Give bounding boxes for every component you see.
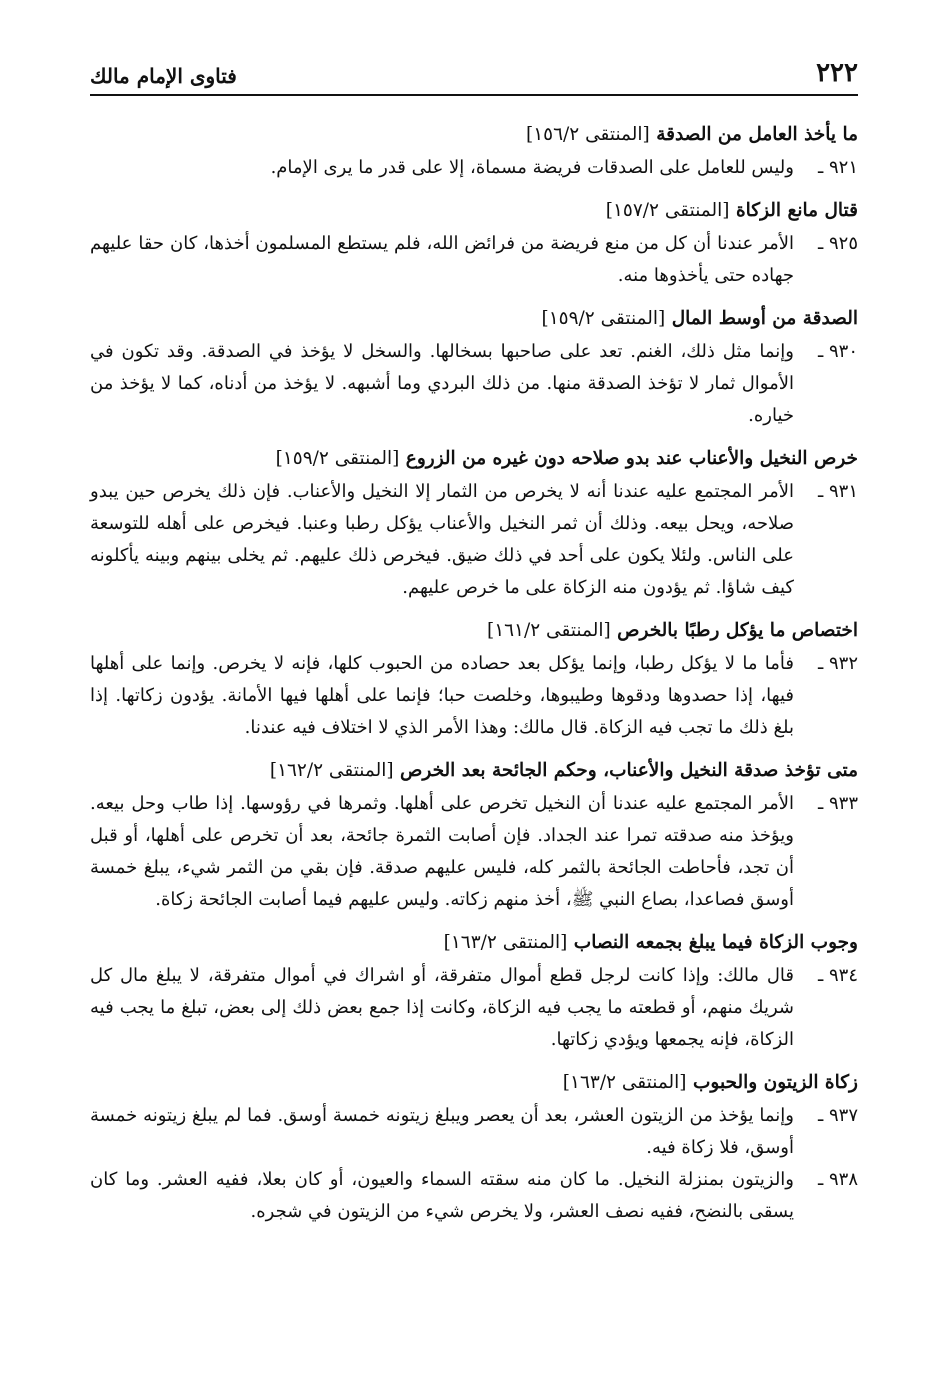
entry-text: الأمر عندنا أن كل من منع فريضة من فرائض الله، فلم يستطع المسلمون أخذها، كان حقا عليهم جهاده حتى يأخذوها منه. xyxy=(90,233,794,286)
entry-text: والزيتون بمنزلة النخيل. ما كان منه سقته السماء والعيون، أو كان بعلا، ففيه العشر. وما كان يسقى بالنضح، ففيه نصف العشر، ولا يخرص شيء من الزيتون في شجره. xyxy=(90,1169,794,1222)
page-number: ٢٢٢ xyxy=(816,58,858,88)
page-header xyxy=(90,48,858,96)
section-entries xyxy=(90,476,858,604)
numbered-entry xyxy=(90,476,858,604)
section-source-reference: [المنتقى ١٦٣/٢] xyxy=(443,932,568,953)
entry-text: قال مالك: وإذا كانت لرجل قطع أموال متفرقة، أو اشراك في أموال متفرقة، لا يبلغ مال كل شريك منهم، أو قطعته ما يجب فيه الزكاة، وكانت إذا جمع بعض ذلك إلى بعض، تبلغ ما يجب فيه الزكاة، فإنه يجمعها ويؤدي زكاتها. xyxy=(90,965,794,1050)
numbered-entry xyxy=(90,1100,858,1164)
section-heading xyxy=(90,754,858,788)
section-title: ما يأخذ العامل من الصدقة xyxy=(656,124,858,145)
entry-number: ٩٣٢ ـ xyxy=(817,653,858,674)
section-heading xyxy=(90,1066,858,1100)
entry-number: ٩٢٥ ـ xyxy=(817,233,858,254)
section-source-reference: [المنتقى ١٦١/٢] xyxy=(486,620,611,641)
numbered-entry xyxy=(90,336,858,432)
entry-number: ٩٣١ ـ xyxy=(817,481,858,502)
entry-number: ٩٣٤ ـ xyxy=(817,965,858,986)
entry-number: ٩٣٨ ـ xyxy=(817,1169,858,1190)
page-body xyxy=(90,118,858,1228)
numbered-entry xyxy=(90,788,858,916)
section-title: خرص النخيل والأعناب عند بدو صلاحه دون غيره من الزروع xyxy=(405,448,858,469)
fatwa-section xyxy=(90,614,858,744)
section-entries xyxy=(90,152,858,184)
numbered-entry xyxy=(90,1164,858,1228)
section-title: وجوب الزكاة فيما يبلغ بجمعه النصاب xyxy=(573,932,858,953)
section-entries xyxy=(90,336,858,432)
entry-text: وإنما مثل ذلك، الغنم. تعد على صاحبها بسخالها. والسخل لا يؤخذ في الصدقة. وقد تكون في الأموال ثمار لا تؤخذ الصدقة منها. من ذلك البردي وما أشبهه. لا يؤخذ من أدناه، كما لا يؤخذ من خياره. xyxy=(90,341,794,426)
section-title: زكاة الزيتون والحبوب xyxy=(692,1072,858,1093)
section-entries xyxy=(90,648,858,744)
section-heading xyxy=(90,302,858,336)
fatwa-section xyxy=(90,1066,858,1228)
section-heading xyxy=(90,194,858,228)
section-heading xyxy=(90,614,858,648)
book-title: فتاوى الإمام مالك xyxy=(90,64,237,88)
entry-number: ٩٣٠ ـ xyxy=(817,341,858,362)
fatwa-section xyxy=(90,442,858,604)
fatwa-section xyxy=(90,302,858,432)
section-source-reference: [المنتقى ١٥٧/٢] xyxy=(605,200,730,221)
section-title: متى تؤخذ صدقة النخيل والأعناب، وحكم الجائحة بعد الخرص xyxy=(400,760,858,781)
numbered-entry xyxy=(90,648,858,744)
section-title: قتال مانع الزكاة xyxy=(735,200,858,221)
section-entries xyxy=(90,1100,858,1228)
numbered-entry xyxy=(90,960,858,1056)
fatwa-section xyxy=(90,926,858,1056)
section-source-reference: [المنتقى ١٦٣/٢] xyxy=(562,1072,687,1093)
entry-number: ٩٣٧ ـ xyxy=(817,1105,858,1126)
section-source-reference: [المنتقى ١٦٢/٢] xyxy=(269,760,394,781)
entry-text: وإنما يؤخذ من الزيتون العشر، بعد أن يعصر ويبلغ زيتونه خمسة أوسق. فما لم يبلغ زيتونه خمسة أوسق، فلا زكاة فيه. xyxy=(90,1105,794,1158)
section-source-reference: [المنتقى ١٥٩/٢] xyxy=(541,308,666,329)
entry-number: ٩٣٣ ـ xyxy=(817,793,858,814)
numbered-entry xyxy=(90,152,858,184)
entry-text: وليس للعامل على الصدقات فريضة مسماة، إلا على قدر ما يرى الإمام. xyxy=(270,157,794,178)
section-heading xyxy=(90,442,858,476)
fatwa-section xyxy=(90,194,858,292)
section-entries xyxy=(90,960,858,1056)
section-heading xyxy=(90,118,858,152)
entry-number: ٩٢١ ـ xyxy=(817,157,858,178)
fatwa-section xyxy=(90,754,858,916)
fatwa-section xyxy=(90,118,858,184)
entry-text: الأمر المجتمع عليه عندنا أنه لا يخرص من الثمار إلا النخيل والأعناب. فإن ذلك يخرص حين يبدو صلاحه، ويحل بيعه. وذلك أن ثمر النخيل والأعناب يؤكل رطبا وعنبا. فيخرص على أهله للتوسعة على الناس. ولئلا يكون على أحد في ذلك ضيق. فيخرص ذلك عليهم. ثم يخلى بينهم وبينه يأكلونه كيف شاؤا. ثم يؤدون منه الزكاة على ما خرص عليهم. xyxy=(90,481,794,598)
section-title: الصدقة من أوسط المال xyxy=(671,308,858,329)
section-entries xyxy=(90,228,858,292)
entry-text: الأمر المجتمع عليه عندنا أن النخيل تخرص على أهلها. وثمرها في رؤوسها. إذا طاب وحل بيعه. ويؤخذ منه صدقته تمرا عند الجداد. فإن أصابت الثمرة جائحة، بعد أن تخرص على أهلها، أو قبل أن تجد، فأحاطت الجائحة بالثمر كله، فليس عليهم صدقة. فإن بقي من الثمر شيء، يبلغ خمسة أوسق فصاعدا، بصاع النبي ﷺ، أخذ منهم زكاته. وليس عليهم فيما أصابت الجائحة زكاة. xyxy=(90,793,794,910)
section-entries xyxy=(90,788,858,916)
section-title: اختصاص ما يؤكل رطبًا بالخرص xyxy=(617,620,858,641)
entry-text: فأما ما لا يؤكل رطبا، وإنما يؤكل بعد حصاده من الحبوب كلها، فإنه لا يخرص. وإنما على أهلها فيها، إذا حصدوها ودقوها وطيبوها، وخلصت حبا؛ فإنما على أهلها فيها الأمانة. يؤدون زكاتها. إذا بلغ ذلك ما تجب فيه الزكاة. قال مالك: وهذا الأمر الذي لا اختلاف فيه عندنا. xyxy=(90,653,794,738)
section-source-reference: [المنتقى ١٥٦/٢] xyxy=(526,124,650,145)
section-source-reference: [المنتقى ١٥٩/٢] xyxy=(275,448,400,469)
numbered-entry xyxy=(90,228,858,292)
section-heading xyxy=(90,926,858,960)
